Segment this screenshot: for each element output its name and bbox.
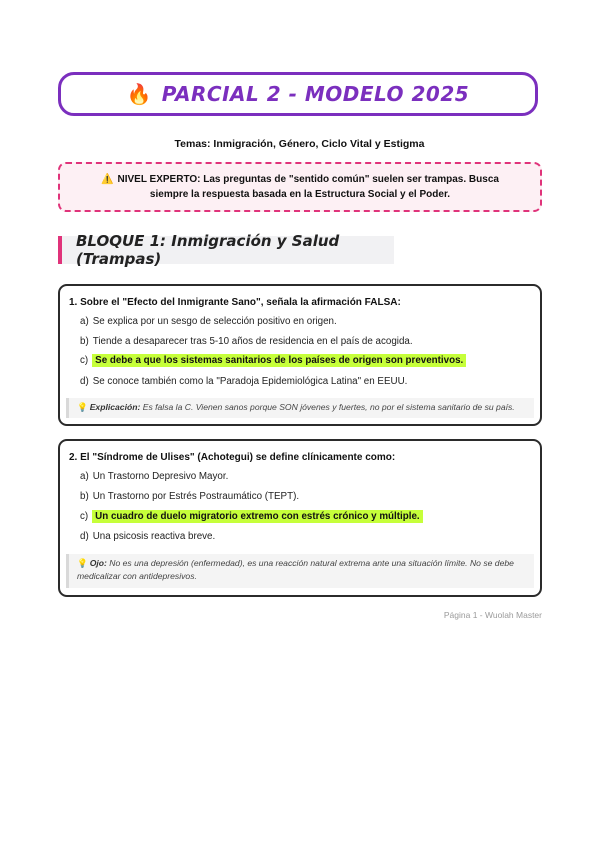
option-b [80, 491, 299, 502]
option-text: Un Trastorno por Estrés Postraumático (TEPT). [92, 491, 300, 502]
option-a [80, 471, 228, 482]
explanation-text: No es una depresión (enfermedad), es una reacción natural extrema ante una situación límite. No se debe medicalizar con antidepresivos. [77, 558, 514, 581]
option-text: Se conoce también como la "Paradoja Epidemiológica Latina" en EEUU. [92, 376, 408, 387]
correct-answer-highlight: Un cuadro de duelo migratorio extremo con estrés crónico y múltiple. [92, 510, 422, 523]
warning-icon: ⚠️ [101, 174, 114, 185]
lightbulb-icon: 💡 [77, 402, 88, 412]
question-title: 1. Sobre el "Efecto del Inmigrante Sano", señala la afirmación FALSA: [69, 297, 401, 308]
option-b [80, 336, 413, 347]
page-title: PARCIAL 2 - MODELO 2025 [161, 82, 470, 106]
explanation-text: Es falsa la C. Vienen sanos porque SON jóvenes y fuertes, no por el sistema sanitario de su país. [142, 402, 515, 412]
explanation-box [66, 554, 534, 588]
question-card-1 [58, 284, 542, 426]
flame-icon: 🔥 [126, 82, 152, 106]
option-text: Tiende a desaparecer tras 5-10 años de residencia en el país de acogida. [92, 336, 413, 347]
explanation-box [66, 398, 534, 418]
option-letter: b) [80, 336, 89, 347]
block-header [58, 232, 394, 268]
option-letter: c) [80, 511, 89, 522]
warning-box [58, 162, 542, 212]
option-text: Una psicosis reactiva breve. [92, 531, 216, 542]
option-letter: d) [80, 531, 89, 542]
option-letter: a) [80, 471, 89, 482]
option-letter: a) [80, 316, 89, 327]
option-letter: c) [80, 355, 89, 366]
option-letter: b) [80, 491, 89, 502]
option-d [80, 376, 407, 387]
lightbulb-icon: 💡 [77, 558, 88, 568]
option-a [80, 316, 337, 327]
topics-line: Temas: Inmigración, Género, Ciclo Vital y Estigma [174, 138, 425, 150]
block-title: BLOQUE 1: Inmigración y Salud (Trampas) [76, 232, 340, 268]
title-banner [58, 72, 538, 116]
option-d [80, 531, 215, 542]
warning-text: NIVEL EXPERTO: Las preguntas de "sentido común" suelen ser trampas. Busca siempre la respuesta basada en la Estructura Social y el Poder. [117, 174, 499, 200]
option-c-correct [80, 355, 466, 366]
correct-answer-highlight: Se debe a que los sistemas sanitarios de los países de origen son preventivos. [92, 354, 466, 367]
option-text: Un Trastorno Depresivo Mayor. [92, 471, 229, 482]
question-card-2 [58, 439, 542, 597]
question-title: 2. El "Síndrome de Ulises" (Achotegui) se define clínicamente como: [69, 452, 396, 463]
explanation-label: Explicación: [89, 402, 141, 412]
page-footer: Página 1 - Wuolah Master [443, 610, 542, 620]
option-c-correct [80, 511, 423, 522]
explanation-label: Ojo: [89, 558, 107, 568]
option-letter: d) [80, 376, 89, 387]
option-text: Se explica por un sesgo de selección positivo en origen. [92, 316, 337, 327]
